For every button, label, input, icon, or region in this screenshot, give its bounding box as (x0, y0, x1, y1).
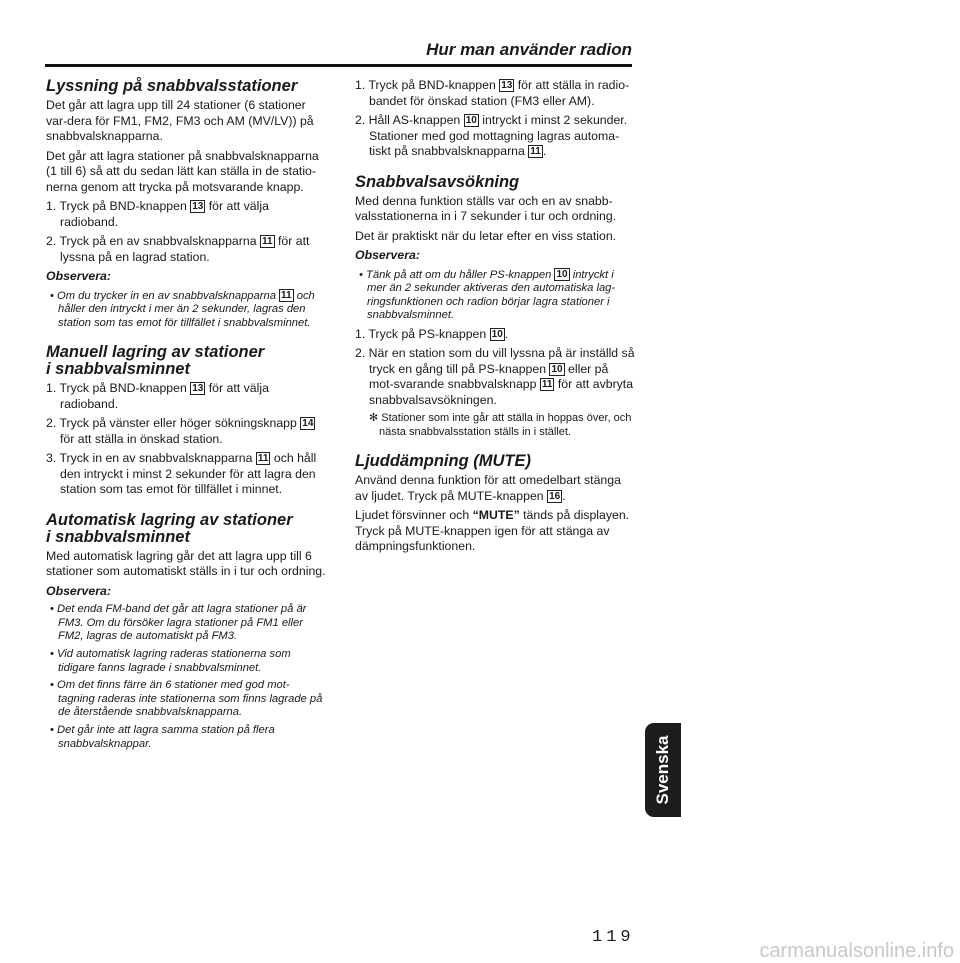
key-ref: 11 (257, 453, 269, 465)
paragraph: Det är praktiskt när du letar efter en viss station. (355, 228, 617, 243)
step-item: 2. Tryck på vänster eller höger sökningsknapp 14 för att ställa in önskad station. (46, 416, 314, 446)
step-item: 2. När en station som du vill lyssna på är inställd så tryck en gång till på PS-knappen 10 eller på mot-svarande snabbvalsknapp 11 för att avbryta snabbvalsavsökningen. (355, 346, 635, 407)
language-tab: Svenska (645, 723, 681, 817)
key-ref: 11 (541, 379, 553, 391)
key-ref: 11 (281, 289, 292, 301)
key-ref: 13 (501, 80, 513, 91)
note-item: • Tänk på att om du håller PS-knappen 10 intryckt i mer än 2 sekunder aktiveras den automatiska lag-ringsfunktionen och radion börjar lagra stationer i snabbvalsminnet. (359, 268, 616, 322)
key-ref: 10 (465, 115, 477, 126)
section-heading-preset-listening: Lyssning på snabbvalsstationer (46, 77, 298, 95)
paragraph: Det går att lagra stationer på snabbvalsknapparna (1 till 6) så att du sedan lätt kan ställa in de statio-nerna genom att trycka på motsvarande knapp. (46, 148, 319, 194)
key-ref: 10 (491, 328, 503, 340)
section-heading-mute: Ljuddämpning (MUTE) (355, 452, 531, 471)
paragraph: Det går att lagra upp till 24 stationer (6 stationer var-dera för FM1, FM2, FM3 och AM (MV/LV)) på snabbvalsknapparna. (46, 98, 314, 143)
left-column (46, 78, 326, 755)
mute-emphasis: “MUTE” (472, 508, 520, 523)
section-heading-manual-storage: Manuell lagring av stationer i snabbvalsminnet (46, 343, 265, 379)
section-heading-auto-storage: Automatisk lagring av stationer i snabbvalsminnet (46, 510, 293, 546)
key-ref: 10 (551, 363, 563, 375)
header-rule (45, 64, 632, 67)
key-ref: 11 (261, 236, 273, 247)
subnote: ✻ Stationer som inte går att ställa in hoppas över, och nästa snabbvalsstation ställs in i stället. (369, 412, 632, 438)
paragraph: Med automatisk lagring går det att lagra upp till 6 stationer som automatiskt ställs in i tur och ordning. (46, 548, 326, 579)
note-item: • Om du trycker in en av snabbvalsknapparna 11 och håller den intryckt i mer än 2 sekunder, lagras den station som tas emot för tillfället i snabbvalsminnet. (50, 289, 315, 329)
note-item: • Det enda FM-band det går att lagra stationer på är FM3. Om du försöker lagra stationer på FM1 eller FM2, lagras de automatiskt på FM3. (50, 603, 307, 643)
step-item: 1. Tryck på BND-knappen 13 för att välja radioband. (46, 199, 269, 229)
key-ref: 14 (302, 418, 314, 430)
step-item: 2. Tryck på en av snabbvalsknapparna 11 för att lyssna på en lagrad station. (46, 234, 310, 264)
paragraph: Med denna funktion ställs var och en av snabb-valsstationerna in i 7 sekunder i tur och ordning. (355, 193, 617, 223)
section-heading-preset-scan: Snabbvalsavsökning (355, 172, 520, 191)
watermark: carmanualsonline.info (759, 940, 954, 962)
step-item: 1. Tryck på PS-knappen 10 . (355, 326, 509, 341)
note-item: • Det går inte att lagra samma station på flera snabbvalsknappar. (50, 724, 275, 750)
page-header-title: Hur man använder radion (426, 40, 632, 59)
key-ref: 13 (192, 383, 204, 395)
observe-label: Observera: (46, 583, 111, 598)
note-item: • Vid automatisk lagring raderas stationerna som tidigare fanns lagrade i snabbvalsminnet. (50, 648, 291, 674)
page-number: 119 (592, 928, 635, 947)
key-ref: 11 (530, 146, 541, 157)
observe-label: Observera: (355, 248, 420, 262)
step-item: 1. Tryck på BND-knappen 13 för att välja radioband. (46, 381, 269, 411)
key-ref: 13 (192, 201, 204, 212)
step-item: 3. Tryck in en av snabbvalsknapparna 11 och håll den intryckt i minst 2 sekunder för att lagra den station som tas emot för tillfället i minnet. (46, 451, 317, 497)
right-column (355, 78, 635, 559)
key-ref: 10 (556, 268, 568, 280)
note-item: • Om det finns färre än 6 stationer med god mot-tagning raderas inte stationerna som finns lagrade på de återstående snabbvalsknapparna. (50, 679, 323, 719)
observe-label: Observera: (46, 269, 111, 283)
paragraph: Ljudet försvinner och “MUTE” tänds på displayen. Tryck på MUTE-knappen igen för att stänga av dämpningsfunktionen. (355, 508, 630, 554)
step-item: 1. Tryck på BND-knappen 13 för att ställa in radio-bandet för önskad station (FM3 eller AM). (355, 78, 630, 108)
paragraph: Använd denna funktion för att omedelbart stänga av ljudet. Tryck på MUTE-knappen 16 . (355, 473, 621, 503)
key-ref: 16 (549, 490, 561, 502)
step-item: 2. Håll AS-knappen 10 intryckt i minst 2 sekunder. Stationer med god mottagning lagras automa-tiskt på snabbvalsknapparna 11 . (355, 113, 628, 158)
